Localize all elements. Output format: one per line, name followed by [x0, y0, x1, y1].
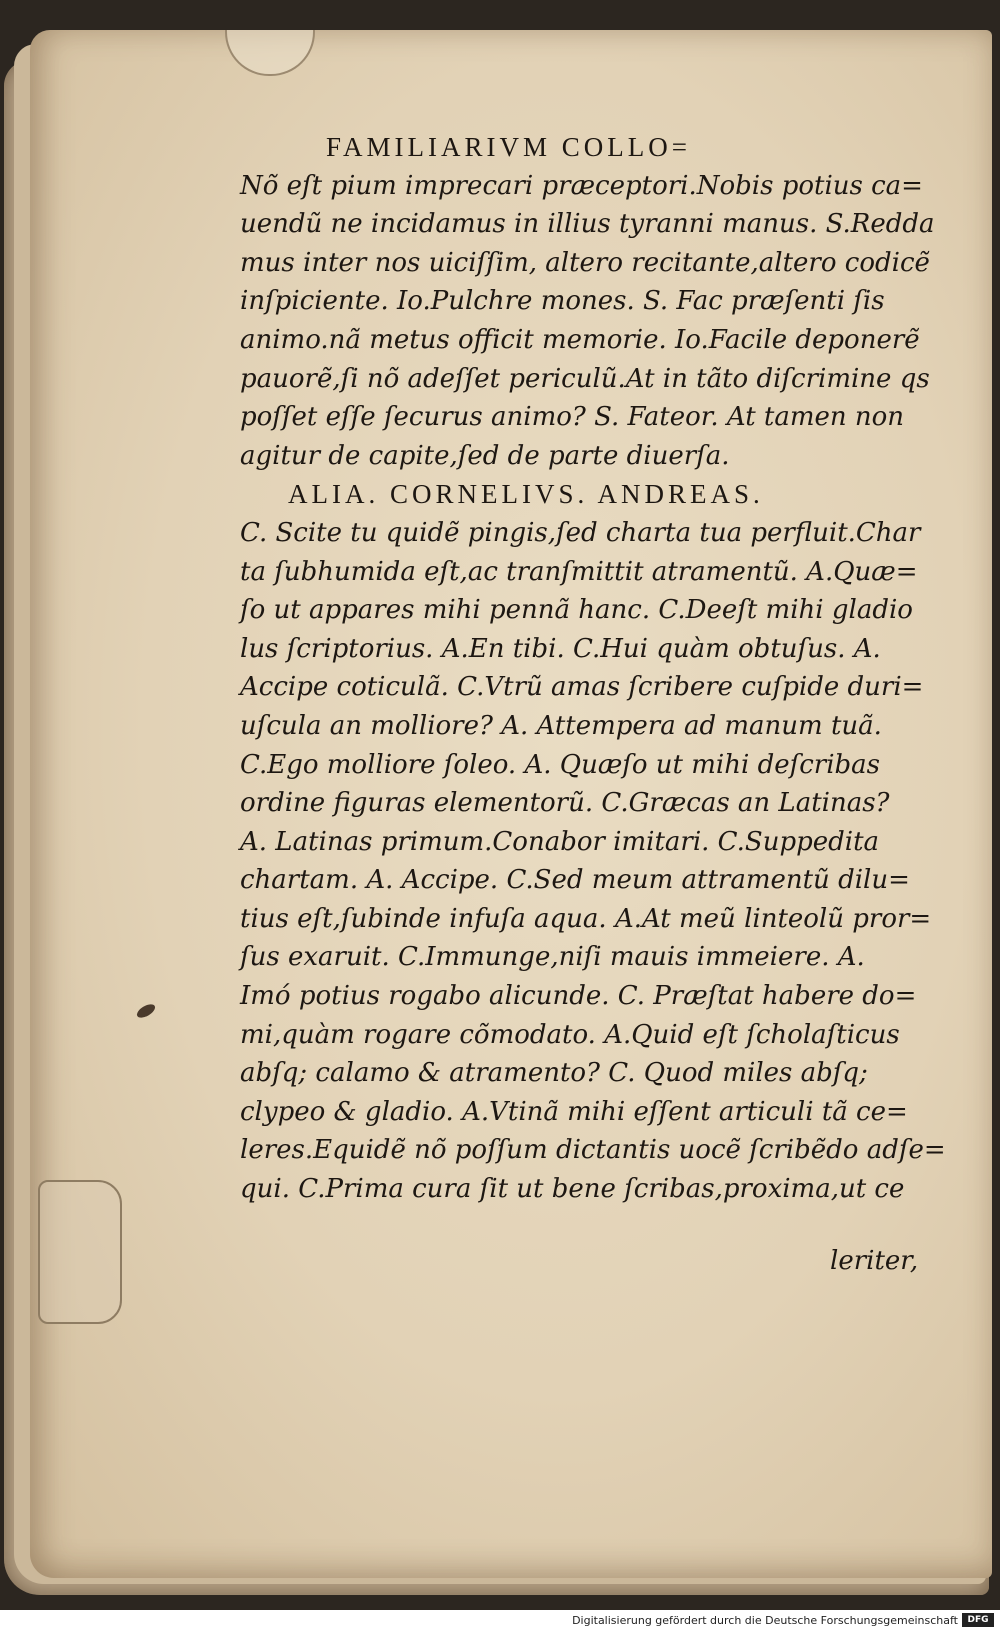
text-line: ta ſubhumida eſt,ac tranſmittit atramentũ. A.Quæ= [240, 556, 918, 587]
text-line: C.Ego molliore ſoleo. A. Quæſo ut mihi deſcribas [240, 749, 881, 780]
text-block [240, 128, 946, 1209]
text-line: Nõ eſt pium imprecari præceptori.Nobis potius ca= [240, 170, 923, 201]
text-line: C. Scite tu quidẽ pingis,ſed charta tua perfluit.Char [240, 517, 921, 548]
text-line: clypeo & gladio. A.Vtinã mihi eſſent articuli tã ce= [240, 1096, 908, 1127]
ink-stain [135, 1002, 157, 1021]
text-line: inſpiciente. Io.Pulchre mones. S. Fac præſenti ſis [240, 286, 885, 317]
text-line: poſſet eſſe ſecurus animo? S. Fateor. At tamen non [240, 402, 905, 433]
top-tab-mark [225, 30, 315, 76]
text-line: chartam. A. Accipe. C.Sed meum attramentũ dilu= [240, 865, 910, 896]
text-line: ordine figuras elementorũ. C.Græcas an Latinas? [240, 788, 890, 819]
running-head: FAMILIARIVM COLLO= [326, 132, 691, 162]
funding-credit: Digitalisierung gefördert durch die Deutsche Forschungsgemeinschaft [572, 1614, 958, 1627]
text-line: uendũ ne incidamus in illius tyranni manus. S.Redda [240, 209, 935, 240]
text-line: Accipe coticulã. C.Vtrũ amas ſcribere cuſpide duri= [240, 672, 924, 703]
text-line: mus inter nos uiciſſim, altero recitante,altero codicẽ [240, 247, 930, 278]
text-line: leres.Equidẽ nõ poſſum dictantis uocẽ ſcribẽdo adſe= [240, 1135, 946, 1166]
catchword: leriter, [830, 1246, 919, 1276]
text-line: qui. C.Prima cura ſit ut bene ſcribas,proxima,ut ce [240, 1174, 905, 1205]
text-line: Imó potius rogabo alicunde. C. Præſtat habere do= [240, 981, 917, 1012]
text-lines-before-heading [240, 167, 940, 476]
text-line: abſq; calamo & atramento? C. Quod miles abſq; [240, 1058, 868, 1089]
footer-bar [0, 1610, 1000, 1632]
text-line: mi,quàm rogare cõmodato. A.Quid eſt ſcholaſticus [240, 1019, 900, 1050]
dfg-logo: DFG [962, 1613, 994, 1627]
section-heading: ALIA. CORNELIVS. ANDREAS. [288, 479, 764, 510]
text-line: ſus exaruit. C.Immunge,niſi mauis immeiere. A. [240, 942, 865, 973]
text-line: uſcula an molliore? A. Attempera ad manum tuã. [240, 710, 882, 741]
text-lines-after-heading [240, 514, 946, 1209]
text-line: lus ſcriptorius. A.En tibi. C.Hui quàm obtuſus. A. [240, 633, 881, 664]
text-line: tius eſt,ſubinde infuſa aqua. A.At meũ linteolũ pror= [240, 903, 932, 934]
text-line: ſo ut appares mihi pennã hanc. C.Deeſt mihi gladio [240, 595, 913, 626]
text-line: animo.nã metus officit memorie. Io.Facile deponerẽ [240, 324, 920, 355]
side-clip [38, 1180, 122, 1324]
text-line: pauorẽ,ſi nõ adeſſet periculũ.At in tãto diſcrimine qs [240, 363, 930, 394]
text-line: A. Latinas primum.Conabor imitari. C.Suppedita [240, 826, 880, 857]
text-line: agitur de capite,ſed de parte diuerſa. [240, 440, 730, 471]
